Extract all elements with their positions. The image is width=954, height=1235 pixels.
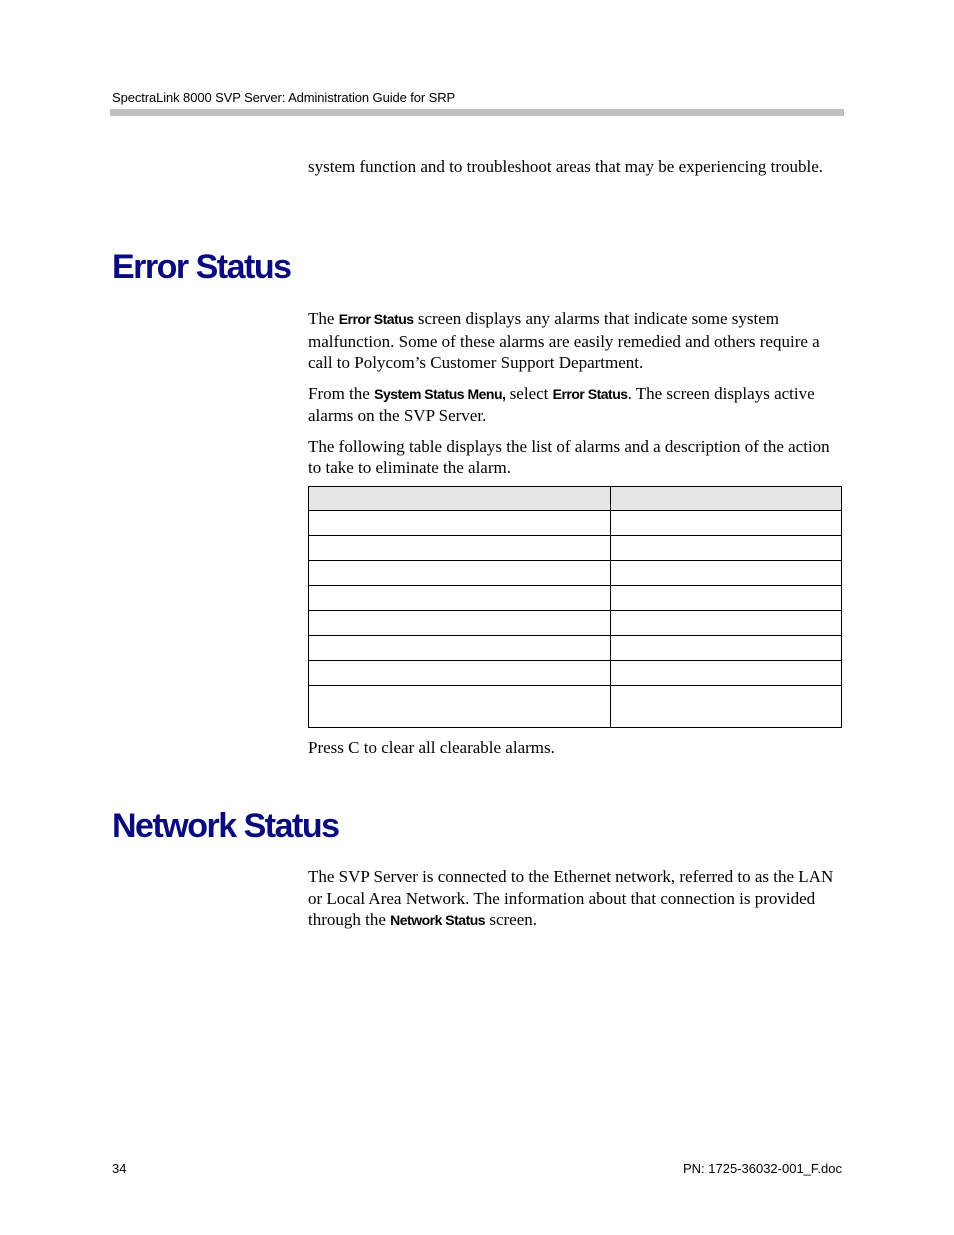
running-header: SpectraLink 8000 SVP Server: Administration Guide for SRP [112, 90, 456, 105]
table-header-cell [611, 487, 842, 511]
table-cell [611, 511, 842, 536]
ui-term: System Status Menu, [374, 385, 506, 402]
header-rule [110, 109, 844, 116]
table-header-row [309, 487, 842, 511]
network-status-paragraph-1 [308, 866, 844, 932]
table-cell [309, 636, 611, 661]
table-cell [309, 586, 611, 611]
table-cell [309, 686, 611, 728]
table-cell [611, 661, 842, 686]
text-run: screen. [485, 910, 537, 929]
after-table-text: Press C to clear all clearable alarms. [308, 738, 555, 757]
table-cell [309, 561, 611, 586]
table-row [309, 511, 842, 536]
table-row [309, 661, 842, 686]
error-status-body [308, 308, 844, 488]
table-cell [611, 561, 842, 586]
table-row [309, 536, 842, 561]
text-run: screen displays any alarms that indicate some system malfunction. Some of these alarms are easily remedied and others require a call to Polycom’s Customer Support Department. [308, 309, 820, 372]
intro-paragraph [308, 156, 844, 187]
table-row [309, 636, 842, 661]
error-status-paragraph-1 [308, 308, 844, 374]
page-number: 34 [112, 1161, 127, 1176]
ui-term: Network Status [390, 912, 486, 928]
error-status-paragraph-2 [308, 383, 844, 427]
alarm-table [308, 486, 842, 728]
table-cell [309, 661, 611, 686]
part-number: PN: 1725-36032-001_F.doc [682, 1161, 842, 1176]
table-row [309, 686, 842, 728]
text-run: select [505, 383, 553, 403]
text-run: The SVP Server is connected to the Ethernet network, referred to as the LAN or Local Area Network. The information about that connection is provided through the [308, 867, 834, 929]
table-cell [309, 536, 611, 561]
intro-text: system function and to troubleshoot areas that may be experiencing trouble. [308, 157, 824, 176]
after-table-note [308, 737, 844, 768]
table-cell [611, 536, 842, 561]
table-row [309, 561, 842, 586]
table-cell [611, 636, 842, 661]
table-cell [611, 611, 842, 636]
table-header-cell [309, 487, 611, 511]
text-run: The [308, 309, 339, 328]
table-cell [309, 611, 611, 636]
text-run: From the [308, 383, 375, 403]
table-cell [611, 586, 842, 611]
network-status-heading: Network Status [112, 807, 339, 845]
error-status-paragraph-3: The following table displays the list of alarms and a description of the action to take to eliminate the alarm. [308, 436, 830, 477]
table-row [309, 611, 842, 636]
ui-term: Error Status [552, 385, 628, 402]
ui-term: Error Status [338, 311, 414, 327]
network-status-body [308, 866, 844, 941]
table-cell [611, 686, 842, 728]
error-status-heading: Error Status [112, 248, 291, 286]
text-run: . The screen displays active alarms on the SVP Server. [308, 383, 815, 425]
table-row [309, 586, 842, 611]
table-cell [309, 511, 611, 536]
